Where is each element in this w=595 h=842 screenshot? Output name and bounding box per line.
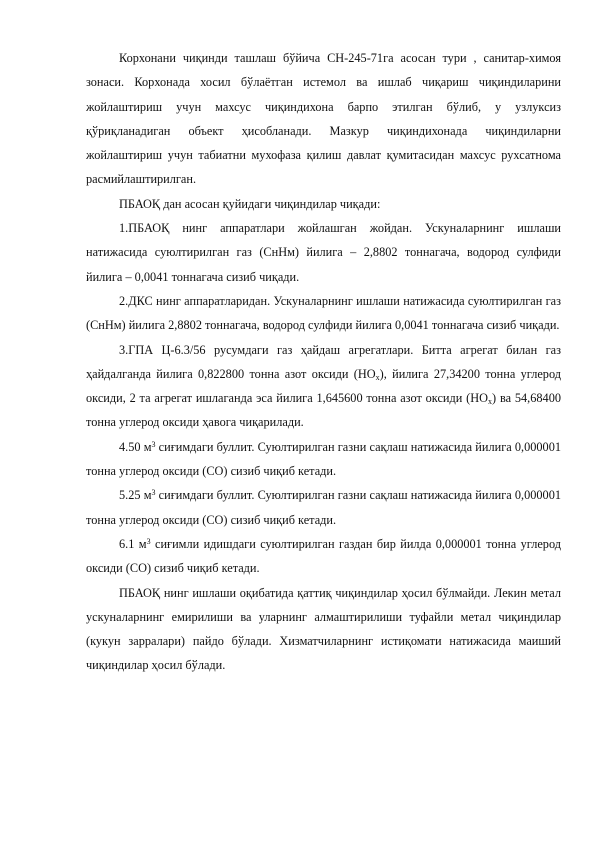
document-page (86, 46, 561, 678)
item-4-superscript: 3 (151, 439, 156, 449)
paragraph-item-4 (86, 435, 561, 484)
item-4-text-a: 4.50 м (119, 439, 152, 454)
paragraph-item-1: 1.ПБАОҚ нинг аппаратлари жойлашган жойдан. Ускуналарнинг ишлаши натижасида суюлтирилган газ (СнНм) йилига – 2,8802 тоннагача, водород сулфиди йилига – 0,0041 тоннагача сизиб чиқади. (86, 221, 561, 284)
paragraph-item-3 (86, 338, 561, 435)
paragraph-waste-list-heading: ПБАОҚ дан асосан қуйидаги чиқиндилар чиқади: (119, 196, 381, 211)
item-3-text-a: 3.ГПА Ц-6.3/56 русумдаги газ ҳайдаш агрегатлари. Битта агрегат билан газ ҳайдалганда йилига 0,822800 тонна азот оксиди (НО (86, 342, 561, 381)
paragraph-item-5 (86, 483, 561, 532)
item-3-subscript-2: х (488, 397, 493, 407)
item-6-text-b: сиғимли идишдаги суюлтирилган газдан бир йилда 0,000001 тонна углерод оксиди (СО) сизиб чиқиб кетади. (86, 536, 561, 576)
item-5-text-a: 5.25 м (119, 488, 152, 503)
item-3-text-b: ), йилига 27,34200 тонна углерод оксиди, 2 та агрегат ишлаганда эса йилига 1,645600 тонна азот оксиди (НО (86, 366, 561, 406)
item-5-superscript: 3 (151, 488, 156, 498)
paragraph-item-6 (86, 532, 561, 581)
item-6-text-a: 6.1 м (119, 536, 147, 551)
paragraph-waste-disposal-intro: Корхонани чиқинди ташлаш бўйича СН-245-71га асосан тури , санитар-химоя зонаси. Корхонада хосил бўлаётган истемол ва ишлаб чиқариш чиқиндиларини жойлаштириш учун махсус чиқиндихона барпо этилган бўлиб, у узлуксиз қўриқланадиган объект ҳисобланади. Мазкур чиқиндихонада чиқиндиларни жойлаштириш учун табиатни мухофаза қилиш давлат қумитасидан махсус рухсатнома расмийлаштирилган. (86, 51, 561, 187)
item-4-text-b: сиғимдаги буллит. Суюлтирилган газни сақлаш натижасида йилига 0,000001 тонна углерод оксиди (СО) сизиб чиқиб кетади. (86, 439, 561, 479)
item-5-text-b: сиғимдаги буллит. Суюлтирилган газни сақлаш натижасида йилига 0,000001 тонна углерод оксиди (СО) сизиб чиқиб кетади. (86, 488, 561, 527)
item-6-superscript: 3 (146, 536, 151, 546)
paragraph-item-2: 2.ДКС нинг аппаратларидан. Ускуналарнинг ишлаши натижасида суюлтирилган газ (СнНм) йилига 2,8802 тоннагача, водород сулфиди йилига 0,0041 тоннагача сизиб чиқади. (86, 293, 561, 333)
paragraph-solid-waste: ПБАОҚ нинг ишлаши оқибатида қаттиқ чиқиндилар ҳосил бўлмайди. Лекин метал ускуналарнинг емирилиши ва уларнинг алмаштирилиши туфайли метал чиқиндилар (кукун зарралари) пайдо бўлади. Хизматчиларнинг истиқомати натижасида маиший чиқиндилар ҳосил бўлади. (86, 585, 561, 673)
item-3-text-c: ) ва 54,68400 тонна углерод оксиди ҳавога чиқарилади. (86, 391, 561, 430)
item-3-subscript-1: х (375, 372, 380, 382)
